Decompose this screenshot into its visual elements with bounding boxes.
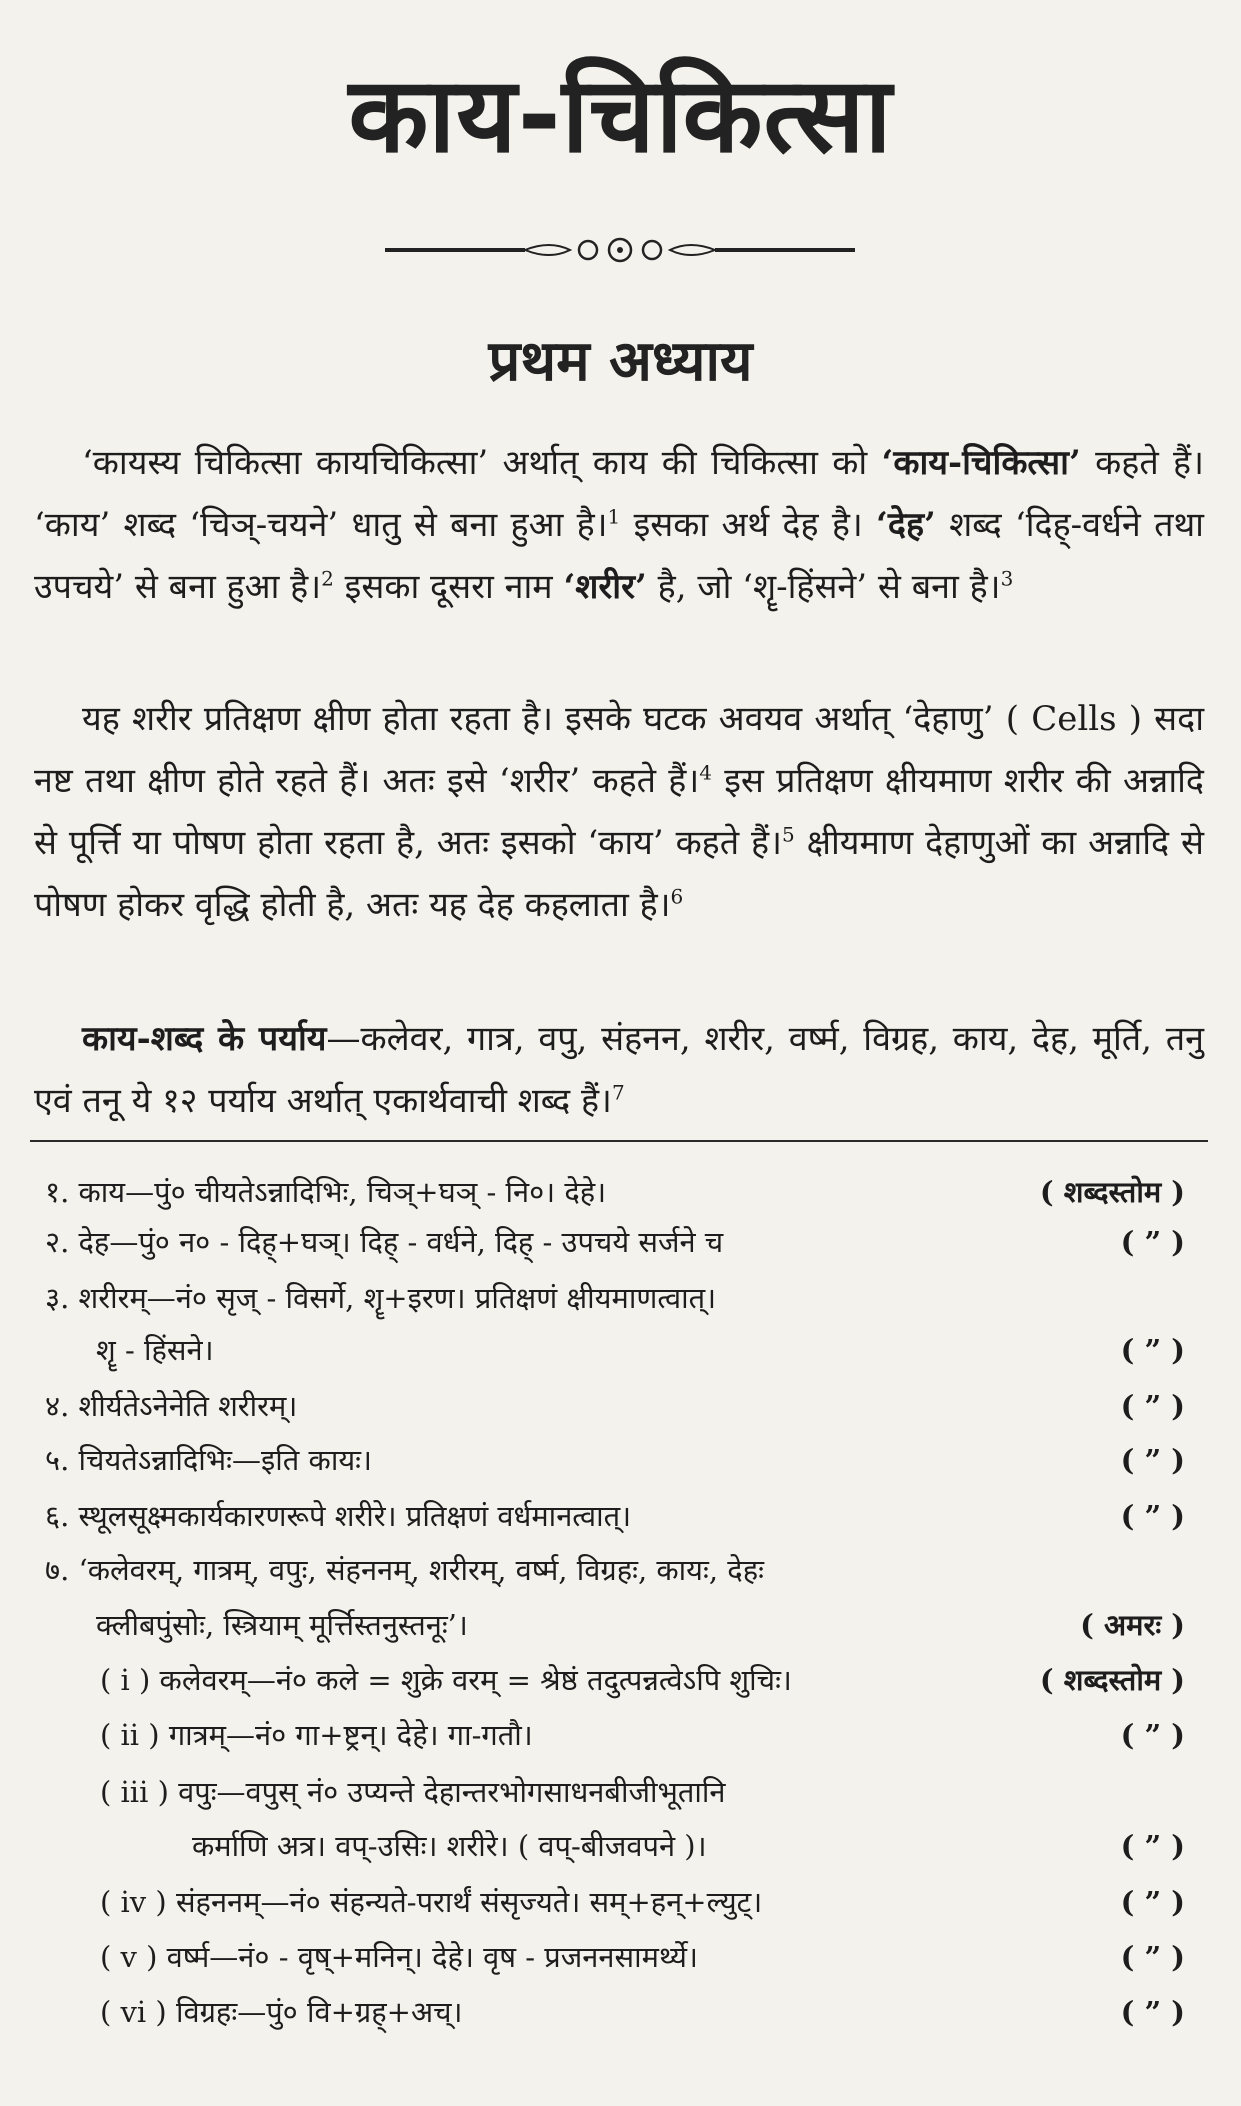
chapter-heading: प्रथम अध्याय xyxy=(488,329,753,394)
footnote-ref: 2 xyxy=(321,566,334,591)
footnote-divider xyxy=(30,1140,1208,1142)
footnote-text: ७. ‘कलेवरम्, गात्रम्, वपुः, संहननम्, शरीरम्, वर्ष्म, विग्रहः, कायः, देहः xyxy=(45,1553,764,1587)
text-span: यह शरीर प्रतिक्षण क्षीण होता रहता है। इसके घटक अवयव अर्थात् ‘देहाणु’ ( Cells ) सदा नष्ट तथा क्षीण होते रहते हैं। अतः इसे ‘शरीर’ कहते हैं। xyxy=(34,699,1204,801)
paragraph-1 xyxy=(34,432,1204,618)
footnote-text: क्लीबपुंसोः, स्त्रियाम् मूर्त्तिस्तनुस्तनूः’। xyxy=(96,1608,468,1642)
footnote-ref: 5 xyxy=(781,822,795,847)
footnote-text: ( v ) वर्ष्म—नं० - वृष्+मनिन्। देहे। वृष - प्रजननसामर्थ्ये। xyxy=(100,1940,698,1974)
footnote-source: ( ” ) xyxy=(1120,1829,1185,1863)
text-span: शब्द ‘दिह्-वर्धने तथा उपचये’ से बना हुआ है। xyxy=(34,505,1204,607)
footnote-text: ५. चियतेऽन्नादिभिः—इति कायः। xyxy=(45,1443,372,1477)
footnote-source: ( ” ) xyxy=(1120,1885,1185,1919)
bold-term: ‘काय-चिकित्सा’ xyxy=(881,443,1081,483)
footnote-text: ४. शीर्यतेऽनेनेति शरीरम्। xyxy=(45,1389,298,1423)
footnote-source: ( अमरः ) xyxy=(1080,1608,1185,1642)
footnote-source: ( ” ) xyxy=(1120,1718,1185,1752)
text-span: क्षीयमाण देहाणुओं का अन्नादि से पोषण होकर वृद्धि होती है, अतः यह देह कहलाता है। xyxy=(34,823,1204,925)
footnote-text: ( i ) कलेवरम्—नं० कले = शुक्रे वरम् = श्रेष्ठं तदुत्पन्नत्वेऽपि शुचिः। xyxy=(100,1663,792,1697)
footnote-text: कर्माणि अत्र। वप्-उसिः। शरीरे। ( वप्-बीजवपने )। xyxy=(192,1829,707,1863)
footnote-text: ( vi ) विग्रहः—पुं० वि+ग्रह्+अच्। xyxy=(100,1995,463,2029)
paragraph-3 xyxy=(34,1008,1204,1132)
footnote-source: ( ” ) xyxy=(1120,1443,1185,1477)
paragraph-2 xyxy=(34,688,1204,936)
footnote-source: ( ” ) xyxy=(1120,1389,1185,1423)
text-span: इस प्रतिक्षण क्षीयमाण शरीर की अन्नादि से पूर्त्ति या पोषण होता रहता है, अतः इसको ‘काय’ कहते हैं। xyxy=(34,761,1204,863)
decorative-divider xyxy=(385,230,855,270)
footnote-ref: 7 xyxy=(611,1080,625,1105)
bold-term: ‘शरीर’ xyxy=(563,567,647,607)
footnote-source: ( ” ) xyxy=(1120,1995,1185,2029)
footnote-text: ६. स्थूलसूक्ष्मकार्यकारणरूपे शरीरे। प्रतिक्षणं वर्धमानत्वात्। xyxy=(45,1499,632,1533)
footnote-text: ३. शरीरम्—नं० सृज् - विसर्गे, शॄ+इरण। प्रतिक्षणं क्षीयमाणत्वात्। xyxy=(45,1281,717,1315)
footnote-ref: 6 xyxy=(670,884,684,909)
footnote-ref: 1 xyxy=(607,504,621,529)
bold-term: काय-शब्द के पर्याय xyxy=(82,1019,327,1059)
footnote-text: ( iv ) संहननम्—नं० संहन्यते-परार्थं संसृज्यते। सम्+हन्+ल्युट्। xyxy=(100,1885,763,1919)
text-span: इसका अर्थ देह है। xyxy=(620,505,877,545)
footnote-text: शॄ - हिंसने। xyxy=(96,1333,214,1367)
text-span: इसका दूसरा नाम xyxy=(333,567,564,607)
page-title: काय-चिकित्सा xyxy=(348,54,893,176)
footnote-source: ( शब्दस्तोम ) xyxy=(1039,1663,1185,1697)
text-span: ‘कायस्य चिकित्सा कायचिकित्सा’ अर्थात् काय की चिकित्सा को xyxy=(82,443,882,483)
footnote-ref: 3 xyxy=(1000,566,1014,591)
footnote-text: १. काय—पुं० चीयतेऽन्नादिभिः, चिञ्+घञ् - नि०। देहे। xyxy=(45,1175,607,1209)
footnote-text: ( ii ) गात्रम्—नं० गा+ष्ट्रन्। देहे। गा-गतौ। xyxy=(100,1718,533,1752)
text-span: है, जो ‘शॄ-हिंसने’ से बना है। xyxy=(646,567,1001,607)
footnote-source: ( ” ) xyxy=(1120,1333,1185,1367)
footnote-ref: 4 xyxy=(699,760,712,785)
footnote-source: ( शब्दस्तोम ) xyxy=(1039,1175,1185,1209)
footnote-source: ( ” ) xyxy=(1120,1225,1185,1259)
bold-term: ‘देह’ xyxy=(876,505,936,545)
footnote-text: ( iii ) वपुः—वपुस् नं० उप्यन्ते देहान्तरभोगसाधनबीजीभूतानि xyxy=(100,1775,726,1809)
footnote-source: ( ” ) xyxy=(1120,1940,1185,1974)
footnote-text: २. देह—पुं० न० - दिह्+घञ्। दिह् - वर्धने, दिह् - उपचये सर्जने च xyxy=(45,1225,724,1259)
text-span: कहते हैं। ‘काय’ शब्द ‘चिञ्-चयने’ धातु से बना हुआ है। xyxy=(34,443,1204,545)
text-span: —कलेवर, गात्र, वपु, संहनन, शरीर, वर्ष्म, विग्रह, काय, देह, मूर्ति, तनु एवं तनू ये १२ पर्याय अर्थात् एकार्थवाची शब्द हैं। xyxy=(34,1019,1204,1121)
footnote-source: ( ” ) xyxy=(1120,1499,1185,1533)
